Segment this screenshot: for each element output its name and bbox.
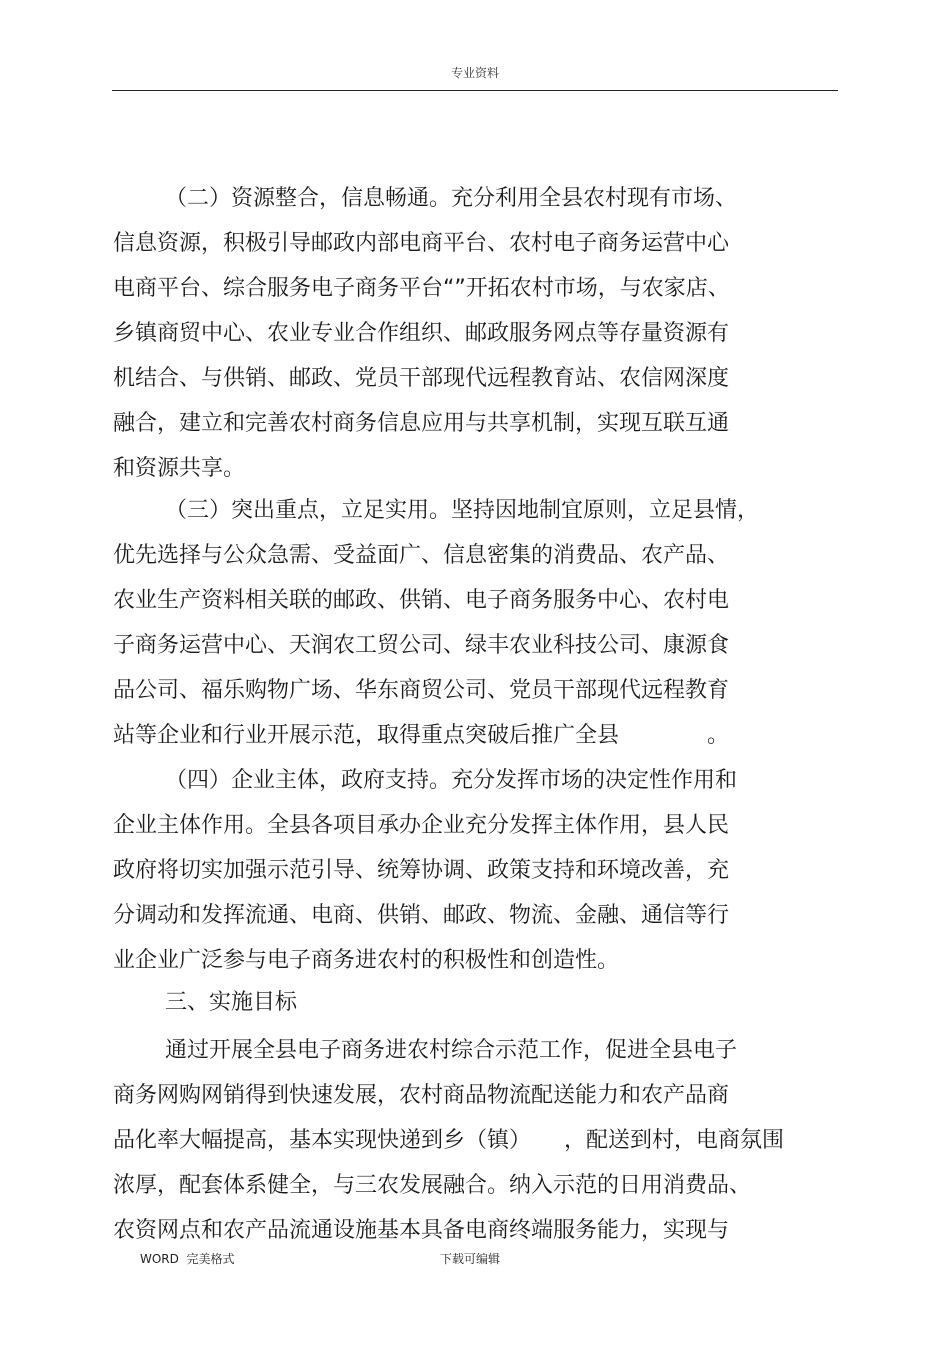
page-header-title: 专业资料 — [450, 66, 499, 80]
text-line: 分调动和发挥流通、电商、供销、邮政、物流、金融、通信等行 — [113, 903, 730, 928]
header-divider — [112, 90, 838, 91]
text-line: 站等企业和行业开展示范，取得重点突破后推广全县 。 — [113, 723, 730, 748]
text-line: 企业主体作用。全县各项目承办企业充分发挥主体作用，县人民 — [113, 813, 730, 838]
text-line: 商务网购网销得到快速发展，农村商品物流配送能力和农产品商 — [113, 1083, 730, 1108]
text-line: 品公司、福乐购物广场、华东商贸公司、党员干部现代远程教育 — [113, 678, 730, 703]
text-line: （二）资源整合，信息畅通。充分利用全县农村现有市场、 — [165, 186, 738, 211]
text-line: 品化率大幅提高，基本实现快递到乡（镇） ，配送到村，电商氛围 — [113, 1128, 785, 1153]
text-line: （四）企业主体，政府支持。充分发挥市场的决定性作用和 — [165, 768, 738, 793]
text-line: 通过开展全县电子商务进农村综合示范工作，促进全县电子 — [165, 1038, 738, 1063]
text-line: 子商务运营中心、天润农工贸公司、绿丰农业科技公司、康源食 — [113, 633, 730, 658]
text-line: 浓厚，配套体系健全，与三农发展融合。纳入示范的日用消费品、 — [113, 1173, 752, 1198]
text-line: 农业生产资料相关联的邮政、供销、电子商务服务中心、农村电 — [113, 588, 730, 613]
text-line: （三）突出重点，立足实用。坚持因地制宜原则，立足县情， — [165, 498, 760, 523]
footer-editable-label: 下载可编辑 — [440, 1252, 501, 1266]
text-line: 业企业广泛参与电子商务进农村的积极性和创造性。 — [113, 948, 620, 973]
text-line: 政府将切实加强示范引导、统筹协调、政策支持和环境改善，充 — [113, 858, 730, 883]
text-line: 信息资源，积极引导邮政内部电商平台、农村电子商务运营中心 — [113, 231, 730, 256]
text-line: 乡镇商贸中心、农业专业合作组织、邮政服务网点等存量资源有 — [113, 321, 730, 346]
section-heading: 三、实施目标 — [165, 990, 298, 1015]
text-line: 电商平台、综合服务电子商务平台“”开拓农村市场，与农家店、 — [113, 276, 730, 301]
text-line: 融合，建立和完善农村商务信息应用与共享机制，实现互联互通 — [113, 411, 730, 436]
text-line: 农资网点和农产品流通设施基本具备电商终端服务能力，实现与 — [113, 1218, 730, 1243]
text-line: 机结合、与供销、邮政、党员干部现代远程教育站、农信网深度 — [113, 366, 730, 391]
footer-format-label: WORD 完美格式 — [140, 1252, 235, 1266]
text-line: 和资源共享。 — [113, 456, 246, 481]
text-line: 优先选择与公众急需、受益面广、信息密集的消费品、农产品、 — [113, 543, 730, 568]
